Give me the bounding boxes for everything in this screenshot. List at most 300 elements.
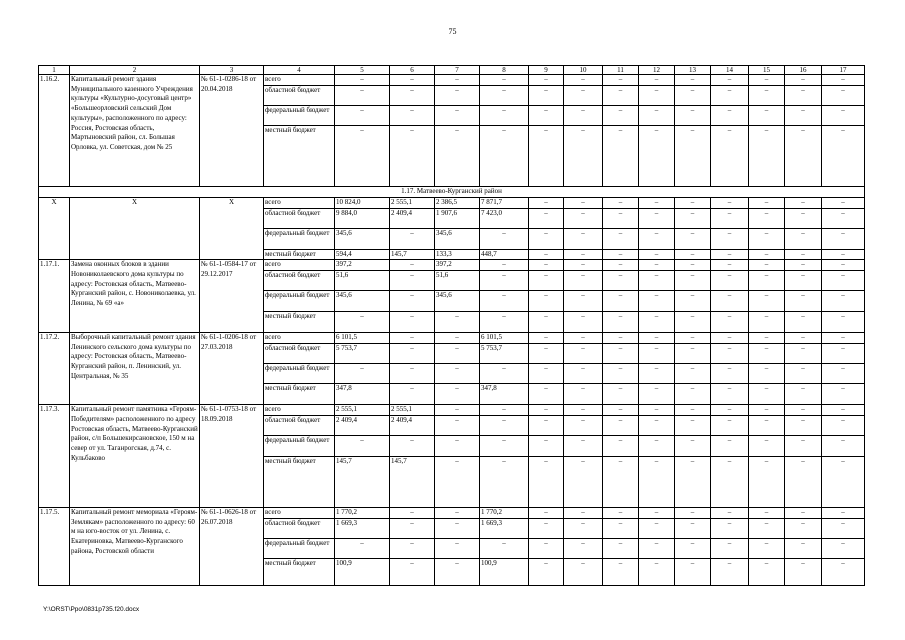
value-cell: – (335, 363, 390, 383)
value-cell: – (675, 85, 711, 105)
value-cell: 397,2 (335, 260, 390, 271)
value-cell: – (639, 416, 675, 436)
value-cell: – (822, 416, 865, 436)
value-cell: – (639, 384, 675, 405)
value-cell: – (435, 416, 480, 436)
table-row (39, 260, 865, 271)
column-number: 3 (200, 66, 264, 75)
value-cell: – (529, 249, 564, 260)
value-cell: – (529, 75, 564, 86)
value-cell: – (785, 559, 822, 586)
value-cell: – (785, 518, 822, 538)
value-cell: – (822, 538, 865, 558)
value-cell: – (749, 384, 785, 405)
value-cell: – (639, 363, 675, 383)
value-cell: – (639, 456, 675, 507)
value-cell: – (564, 75, 603, 86)
value-cell: – (675, 249, 711, 260)
column-number: 14 (711, 66, 749, 75)
value-cell: – (711, 538, 749, 558)
value-cell: – (529, 229, 564, 249)
column-number: 13 (675, 66, 711, 75)
value-cell: – (749, 106, 785, 126)
page-number: 75 (448, 27, 457, 36)
value-cell: – (822, 456, 865, 507)
value-cell: 6 101,5 (480, 332, 529, 343)
value-cell: – (564, 405, 603, 416)
value-cell: – (564, 363, 603, 383)
budget-label: федеральный бюджет (264, 538, 335, 558)
item-id: 1.17.2. (39, 332, 70, 404)
column-number: 10 (564, 66, 603, 75)
value-cell: – (335, 126, 390, 187)
value-cell: – (564, 507, 603, 518)
value-cell: – (749, 416, 785, 436)
value-cell: – (480, 126, 529, 187)
value-cell: – (529, 311, 564, 332)
value-cell: – (822, 229, 865, 249)
value-cell: – (711, 456, 749, 507)
value-cell: – (639, 198, 675, 209)
value-cell: – (480, 271, 529, 291)
value-cell: – (749, 538, 785, 558)
column-number: 2 (70, 66, 200, 75)
value-cell: – (711, 405, 749, 416)
budget-label: местный бюджет (264, 384, 335, 405)
value-cell: – (822, 198, 865, 209)
value-cell: – (603, 405, 639, 416)
value-cell: – (435, 85, 480, 105)
value-cell: – (564, 229, 603, 249)
value-cell: – (435, 507, 480, 518)
value-cell: – (529, 332, 564, 343)
value-cell: 2 409,4 (390, 208, 435, 228)
value-cell: – (785, 456, 822, 507)
value-cell: – (480, 260, 529, 271)
value-cell: 51,6 (335, 271, 390, 291)
value-cell: – (711, 291, 749, 311)
value-cell: – (822, 363, 865, 383)
value-cell: – (529, 126, 564, 187)
value-cell: – (390, 559, 435, 586)
budget-label: местный бюджет (264, 559, 335, 586)
budget-label: областной бюджет (264, 343, 335, 363)
value-cell: – (675, 538, 711, 558)
value-cell: – (529, 507, 564, 518)
value-cell: – (822, 249, 865, 260)
value-cell: 100,9 (335, 559, 390, 586)
value-cell: 9 884,0 (335, 208, 390, 228)
value-cell: – (785, 384, 822, 405)
item-id: 1.17.5. (39, 507, 70, 585)
value-cell: – (711, 208, 749, 228)
value-cell: – (529, 559, 564, 586)
value-cell: 345,6 (335, 229, 390, 249)
budget-label: федеральный бюджет (264, 363, 335, 383)
value-cell: – (822, 85, 865, 105)
value-cell: – (639, 538, 675, 558)
value-cell: – (711, 436, 749, 456)
value-cell: – (529, 343, 564, 363)
value-cell: 2 409,4 (390, 416, 435, 436)
value-cell: – (749, 363, 785, 383)
table-row (39, 198, 865, 209)
budget-label: федеральный бюджет (264, 229, 335, 249)
value-cell: – (711, 260, 749, 271)
budget-label: местный бюджет (264, 311, 335, 332)
value-cell: – (675, 271, 711, 291)
value-cell: – (564, 416, 603, 436)
value-cell: – (785, 436, 822, 456)
value-cell: 2 409,4 (335, 416, 390, 436)
value-cell: – (675, 126, 711, 187)
value-cell: – (480, 85, 529, 105)
value-cell: 448,7 (480, 249, 529, 260)
value-cell: – (603, 559, 639, 586)
value-cell: 145,7 (390, 249, 435, 260)
value-cell: – (335, 311, 390, 332)
value-cell: – (335, 106, 390, 126)
budget-label: областной бюджет (264, 85, 335, 105)
value-cell: – (529, 416, 564, 436)
value-cell: – (390, 507, 435, 518)
value-cell: – (390, 538, 435, 558)
item-id: 1.17.3. (39, 405, 70, 507)
value-cell: – (785, 507, 822, 518)
item-doc: № 61-1-0206-18 от 27.03.2018 (200, 332, 264, 404)
value-cell: – (564, 332, 603, 343)
value-cell: – (564, 518, 603, 538)
value-cell: 345,6 (435, 229, 480, 249)
value-cell: 7 871,7 (480, 198, 529, 209)
value-cell: – (749, 126, 785, 187)
budget-table (38, 65, 865, 586)
value-cell: – (435, 456, 480, 507)
value-cell: – (785, 271, 822, 291)
value-cell: – (603, 291, 639, 311)
budget-label: федеральный бюджет (264, 436, 335, 456)
value-cell: – (711, 416, 749, 436)
value-cell: – (603, 538, 639, 558)
value-cell: 10 824,0 (335, 198, 390, 209)
value-cell: – (639, 126, 675, 187)
value-cell: – (603, 507, 639, 518)
value-cell: – (785, 538, 822, 558)
value-cell: – (675, 343, 711, 363)
value-cell: – (480, 416, 529, 436)
column-number: 15 (749, 66, 785, 75)
value-cell: – (711, 75, 749, 86)
value-cell: – (390, 332, 435, 343)
column-number: 5 (335, 66, 390, 75)
item-name: Капитальный ремонт здания Муниципального казенного Учреждения культуры «Культурно-досуговый центр» «Большеорловский сельский Дом культуры», расположенного по адресу: Россия, Ростовская область, Мартыновский район, сл. Большая Орловка, ул. Советская, дом № 25 (70, 75, 200, 187)
value-cell: – (711, 559, 749, 586)
value-cell: – (639, 332, 675, 343)
value-cell: – (529, 518, 564, 538)
item-name: Х (70, 198, 200, 260)
value-cell: – (639, 208, 675, 228)
value-cell: – (335, 85, 390, 105)
value-cell: – (675, 291, 711, 311)
value-cell: – (785, 106, 822, 126)
budget-label: областной бюджет (264, 271, 335, 291)
value-cell: – (675, 559, 711, 586)
value-cell: – (435, 75, 480, 86)
value-cell: – (749, 75, 785, 86)
budget-label: областной бюджет (264, 416, 335, 436)
value-cell: – (480, 75, 529, 86)
value-cell: – (711, 507, 749, 518)
value-cell: – (529, 85, 564, 105)
value-cell: – (675, 260, 711, 271)
column-number: 17 (822, 66, 865, 75)
value-cell: – (749, 229, 785, 249)
value-cell: – (480, 436, 529, 456)
value-cell: – (529, 538, 564, 558)
value-cell: – (529, 456, 564, 507)
column-number: 7 (435, 66, 480, 75)
value-cell: – (822, 260, 865, 271)
value-cell: – (435, 343, 480, 363)
value-cell: – (785, 405, 822, 416)
value-cell: 2 555,1 (390, 198, 435, 209)
budget-label: местный бюджет (264, 126, 335, 187)
value-cell: – (603, 416, 639, 436)
value-cell: – (639, 518, 675, 538)
budget-label: местный бюджет (264, 249, 335, 260)
value-cell: – (711, 271, 749, 291)
value-cell: – (435, 384, 480, 405)
value-cell: – (675, 405, 711, 416)
value-cell: – (675, 198, 711, 209)
value-cell: – (711, 518, 749, 538)
file-path-footer: Y:\ORST\Ppo\0831p735.f20.docx (43, 606, 140, 613)
section-row (39, 187, 865, 198)
value-cell: – (675, 229, 711, 249)
value-cell: – (435, 405, 480, 416)
value-cell: – (785, 249, 822, 260)
value-cell: – (390, 271, 435, 291)
item-doc: № 61-1-0584-17 от 29.12.2017 (200, 260, 264, 332)
value-cell: 345,6 (435, 291, 480, 311)
value-cell: – (435, 332, 480, 343)
value-cell: – (749, 518, 785, 538)
table-row (39, 405, 865, 416)
value-cell: – (603, 260, 639, 271)
item-id: 1.16.2. (39, 75, 70, 187)
value-cell: 1 770,2 (480, 507, 529, 518)
value-cell: – (749, 208, 785, 228)
value-cell: – (639, 271, 675, 291)
value-cell: – (785, 198, 822, 209)
value-cell: – (564, 559, 603, 586)
value-cell: – (435, 538, 480, 558)
value-cell: – (435, 126, 480, 187)
value-cell: – (639, 229, 675, 249)
column-number: 12 (639, 66, 675, 75)
value-cell: – (564, 538, 603, 558)
budget-label: областной бюджет (264, 518, 335, 538)
value-cell: – (390, 75, 435, 86)
value-cell: – (564, 249, 603, 260)
column-number: 11 (603, 66, 639, 75)
value-cell: – (711, 249, 749, 260)
value-cell: – (335, 75, 390, 86)
value-cell: 345,6 (335, 291, 390, 311)
column-number: 16 (785, 66, 822, 75)
value-cell: – (564, 126, 603, 187)
value-cell: – (822, 106, 865, 126)
value-cell: – (603, 208, 639, 228)
value-cell: – (822, 559, 865, 586)
value-cell: – (785, 343, 822, 363)
value-cell: – (480, 363, 529, 383)
value-cell: – (639, 291, 675, 311)
value-cell: – (749, 271, 785, 291)
value-cell: – (639, 249, 675, 260)
value-cell: – (711, 343, 749, 363)
value-cell: – (529, 384, 564, 405)
value-cell: – (822, 271, 865, 291)
value-cell: – (390, 384, 435, 405)
column-number-row (39, 66, 865, 75)
value-cell: – (603, 436, 639, 456)
item-doc: № 61-1-0753-18 от 18.09.2018 (200, 405, 264, 507)
value-cell: – (435, 363, 480, 383)
value-cell: – (603, 229, 639, 249)
item-doc: № 61-1-0626-18 от 26.07.2018 (200, 507, 264, 585)
value-cell: – (564, 436, 603, 456)
value-cell: 2 555,1 (390, 405, 435, 416)
value-cell: – (480, 106, 529, 126)
value-cell: – (639, 436, 675, 456)
value-cell: – (390, 436, 435, 456)
value-cell: – (603, 518, 639, 538)
value-cell: – (749, 405, 785, 416)
value-cell: – (822, 436, 865, 456)
value-cell: – (603, 106, 639, 126)
value-cell: – (822, 291, 865, 311)
value-cell: 347,8 (480, 384, 529, 405)
value-cell: – (603, 126, 639, 187)
item-name: Капитальный ремонт мемориала «Героям-Землякам» расположенного по адресу: 60 м на юго-восток от ул. Ленина, с. Екатериновка, Матвеево-Курганского района, Ростовской области (70, 507, 200, 585)
value-cell: – (435, 518, 480, 538)
value-cell: – (603, 332, 639, 343)
value-cell: – (822, 208, 865, 228)
value-cell: – (639, 260, 675, 271)
value-cell: – (785, 208, 822, 228)
value-cell: – (529, 106, 564, 126)
value-cell: – (711, 229, 749, 249)
value-cell: 6 101,5 (335, 332, 390, 343)
value-cell: 51,6 (435, 271, 480, 291)
value-cell: – (564, 311, 603, 332)
value-cell: 594,4 (335, 249, 390, 260)
value-cell: – (480, 538, 529, 558)
value-cell: – (480, 405, 529, 416)
value-cell: – (711, 198, 749, 209)
item-name: Замена оконных блоков в здании Новониколаевского дома культуры по адресу: Ростовская область, Матвеево-Курганский район, с. Новониколаевка, ул. Ленина, № 69 «а» (70, 260, 200, 332)
value-cell: – (390, 363, 435, 383)
value-cell: – (749, 507, 785, 518)
value-cell: – (603, 75, 639, 86)
value-cell: – (822, 75, 865, 86)
value-cell: – (785, 363, 822, 383)
table-row (39, 75, 865, 86)
value-cell: – (785, 260, 822, 271)
value-cell: – (335, 538, 390, 558)
value-cell: – (822, 507, 865, 518)
value-cell: 347,8 (335, 384, 390, 405)
value-cell: – (785, 332, 822, 343)
column-number: 8 (480, 66, 529, 75)
value-cell: 2 386,5 (435, 198, 480, 209)
value-cell: – (749, 436, 785, 456)
value-cell: – (639, 343, 675, 363)
value-cell: – (390, 126, 435, 187)
budget-label: местный бюджет (264, 456, 335, 507)
section-title: 1.17. Матвеево-Курганский район (39, 187, 865, 198)
value-cell: 2 555,1 (335, 405, 390, 416)
value-cell: 145,7 (335, 456, 390, 507)
value-cell: – (711, 85, 749, 105)
value-cell: 7 423,0 (480, 208, 529, 228)
value-cell: – (564, 260, 603, 271)
value-cell: – (390, 260, 435, 271)
value-cell: – (675, 363, 711, 383)
item-doc: Х (200, 198, 264, 260)
value-cell: – (564, 384, 603, 405)
value-cell: – (603, 363, 639, 383)
value-cell: – (675, 436, 711, 456)
value-cell: – (529, 363, 564, 383)
value-cell: – (480, 291, 529, 311)
value-cell: – (529, 198, 564, 209)
value-cell: – (390, 518, 435, 538)
value-cell: – (711, 332, 749, 343)
value-cell: – (822, 405, 865, 416)
value-cell: – (822, 311, 865, 332)
value-cell: – (749, 332, 785, 343)
value-cell: – (749, 343, 785, 363)
value-cell: – (749, 311, 785, 332)
value-cell: – (675, 416, 711, 436)
value-cell: – (675, 311, 711, 332)
budget-label: всего (264, 507, 335, 518)
value-cell: – (603, 384, 639, 405)
value-cell: – (711, 384, 749, 405)
value-cell: – (390, 311, 435, 332)
value-cell: – (603, 271, 639, 291)
value-cell: – (603, 343, 639, 363)
value-cell: – (711, 363, 749, 383)
value-cell: – (749, 198, 785, 209)
value-cell: – (435, 559, 480, 586)
value-cell: – (749, 85, 785, 105)
value-cell: – (822, 384, 865, 405)
value-cell: – (785, 291, 822, 311)
value-cell: – (564, 85, 603, 105)
budget-label: всего (264, 332, 335, 343)
value-cell: – (711, 126, 749, 187)
value-cell: – (564, 291, 603, 311)
value-cell: – (529, 260, 564, 271)
budget-label: федеральный бюджет (264, 291, 335, 311)
value-cell: – (639, 405, 675, 416)
value-cell: – (435, 436, 480, 456)
item-name: Выборочный капитальный ремонт здания Ленинского сельского дома культуры по адресу: Ростовская область, Матвеево-Курганский район, п. Ленинский, ул. Центральная, № 35 (70, 332, 200, 404)
value-cell: – (603, 85, 639, 105)
